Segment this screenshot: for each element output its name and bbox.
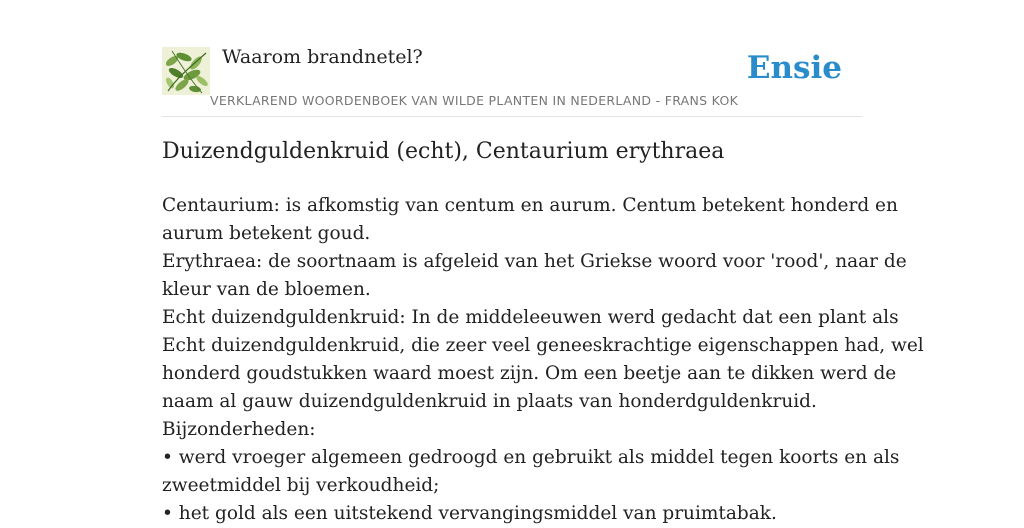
source-subtitle[interactable]: VERKLAREND WOORDENBOEK VAN WILDE PLANTEN IN NEDERLAND - FRANS KOK [210,93,739,108]
entry-text-line: zweetmiddel bij verkoudheid; [162,475,440,496]
entry-text-line: kleur van de bloemen. [162,279,371,300]
entry-text-line: Erythraea: de soortnaam is afgeleid van het Griekse woord voor 'rood', naar de [162,251,907,272]
source-title[interactable]: Waarom brandnetel? [222,46,423,68]
entry-text-line: Echt duizendguldenkruid: In de middeleeuwen werd gedacht dat een plant als [162,307,899,328]
page-header [162,0,862,117]
entry-text-line: Bijzonderheden: [162,419,316,440]
brand-logo[interactable]: Ensie [746,50,842,86]
leafy-plant-icon [162,47,210,95]
entry-text-line: Echt duizendguldenkruid, die zeer veel geneeskrachtige eigenschappen had, wel [162,335,924,356]
entry-text-line: naam al gauw duizendguldenkruid in plaats van honderdguldenkruid. [162,391,817,412]
source-avatar[interactable] [162,47,210,95]
entry-text-line: aurum betekent goud. [162,223,371,244]
entry-body [162,192,924,528]
entry-text-line: • het gold als een uitstekend vervangingsmiddel van pruimtabak. [162,503,777,524]
entry-text-line: • werd vroeger algemeen gedroogd en gebruikt als middel tegen koorts en als [162,447,900,468]
entry-text-line: honderd goudstukken waard moest zijn. Om een beetje aan te dikken werd de [162,363,897,384]
entry-title: Duizendguldenkruid (echt), Centaurium erythraea [162,139,725,164]
entry-text-line: Centaurium: is afkomstig van centum en aurum. Centum betekent honderd en [162,195,898,216]
